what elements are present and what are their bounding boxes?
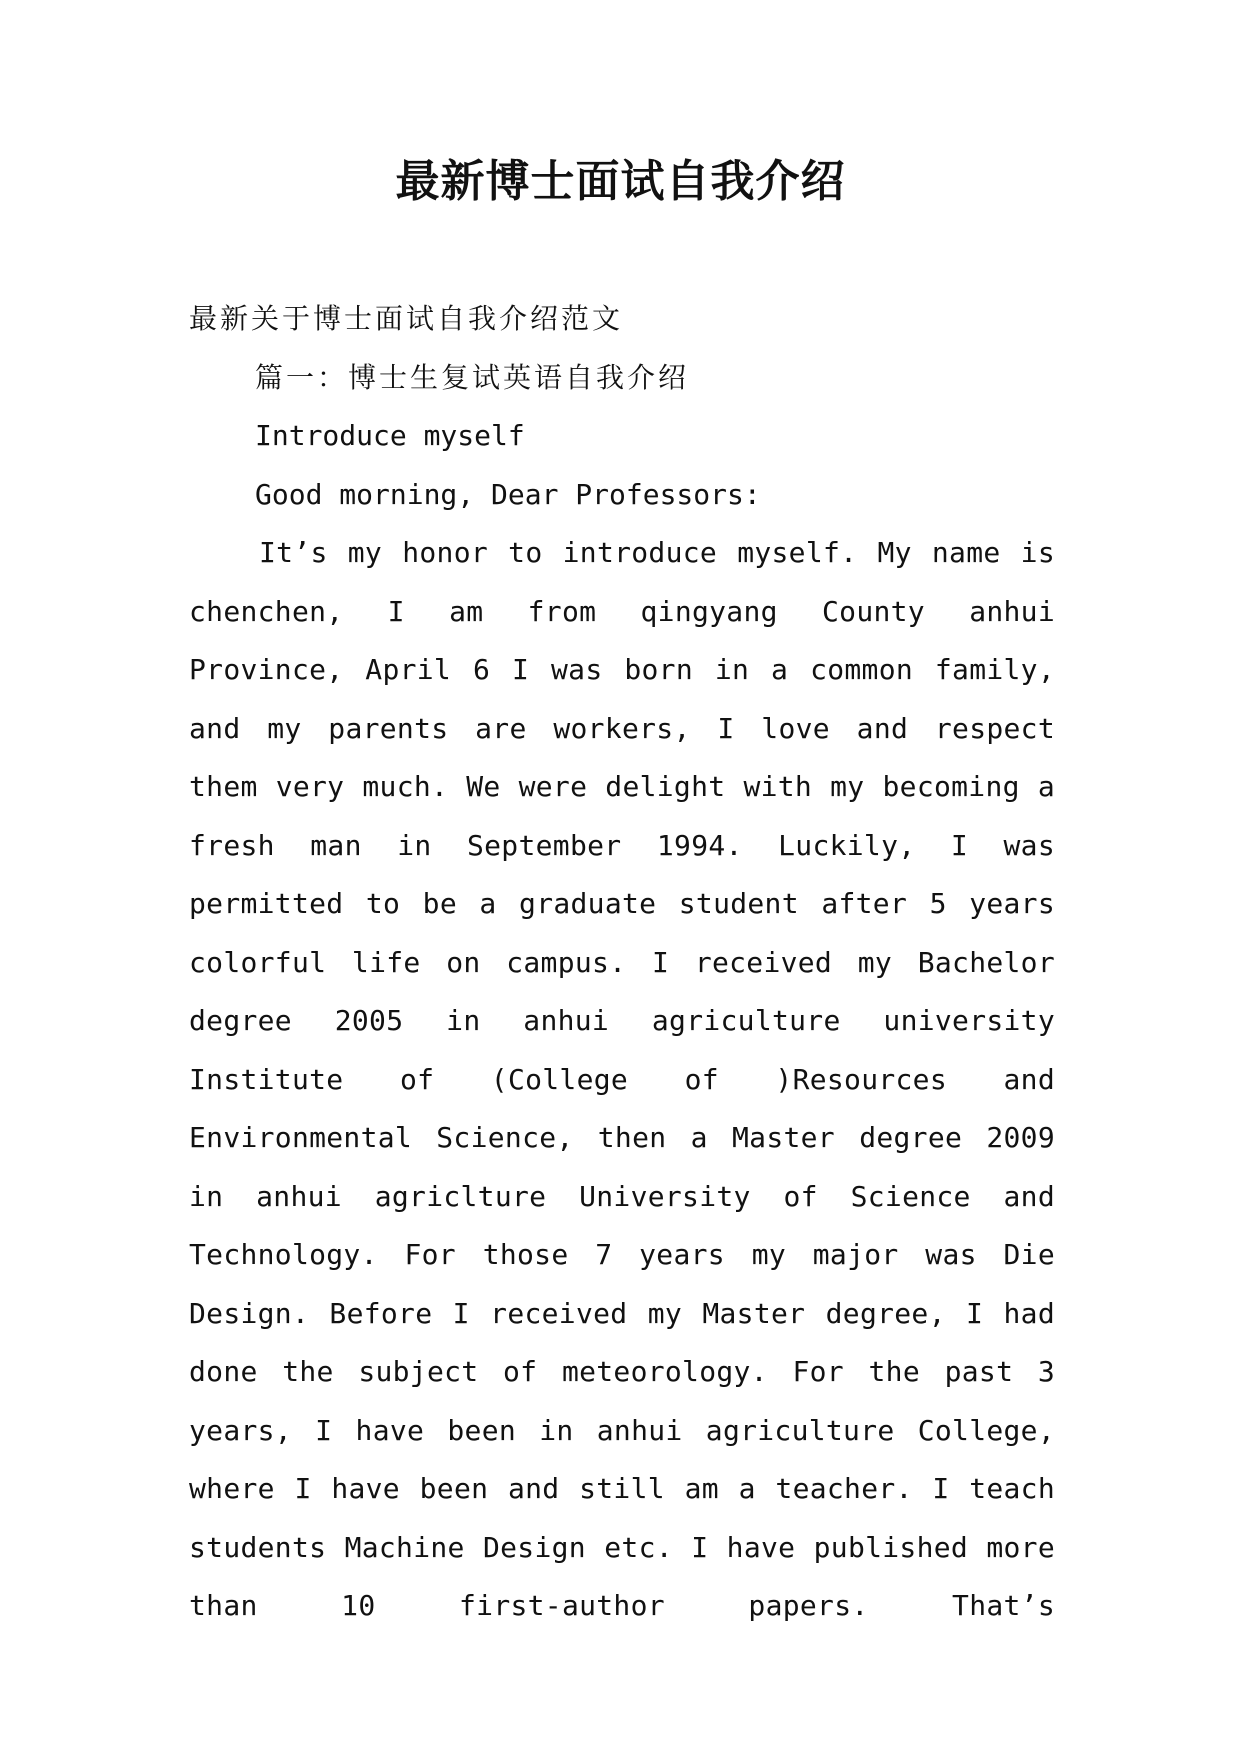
intro-heading: Introduce myself	[255, 419, 525, 452]
document-title: 最新博士面试自我介绍	[395, 156, 846, 207]
section-heading: 篇一：博士生复试英语自我介绍	[255, 360, 690, 394]
document-subtitle: 最新关于博士面试自我介绍范文	[189, 302, 624, 335]
greeting: Good morning, Dear Professors:	[255, 477, 761, 511]
intro-paragraph: It’s my honor to introduce myself. My name is chenchen, I am from qingyang County anhui Province, April 6 I was born in a common family, and my parents are workers, I love and respect them very much. We were delight with my becoming a fresh man in September 1994. Luckily, I was permitted to be a graduate student after 5 years colorful life on campus. I received my Bachelor degree 2005 in anhui agriculture university Institute of (College of )Resources and Environmental Science, then a Master degree 2009 in anhui agriclture University of Science and Technology. For those 7 years my major was Die Design. Before I received my Master degree, I had done the subject of meteorology. For the past 3 years, I have been in anhui agriculture College, where I have been and still am a teacher. I teach students Machine Design etc. I have published more than 10 first-author papers. That’s	[189, 536, 1055, 1622]
document-body	[189, 290, 1055, 1636]
